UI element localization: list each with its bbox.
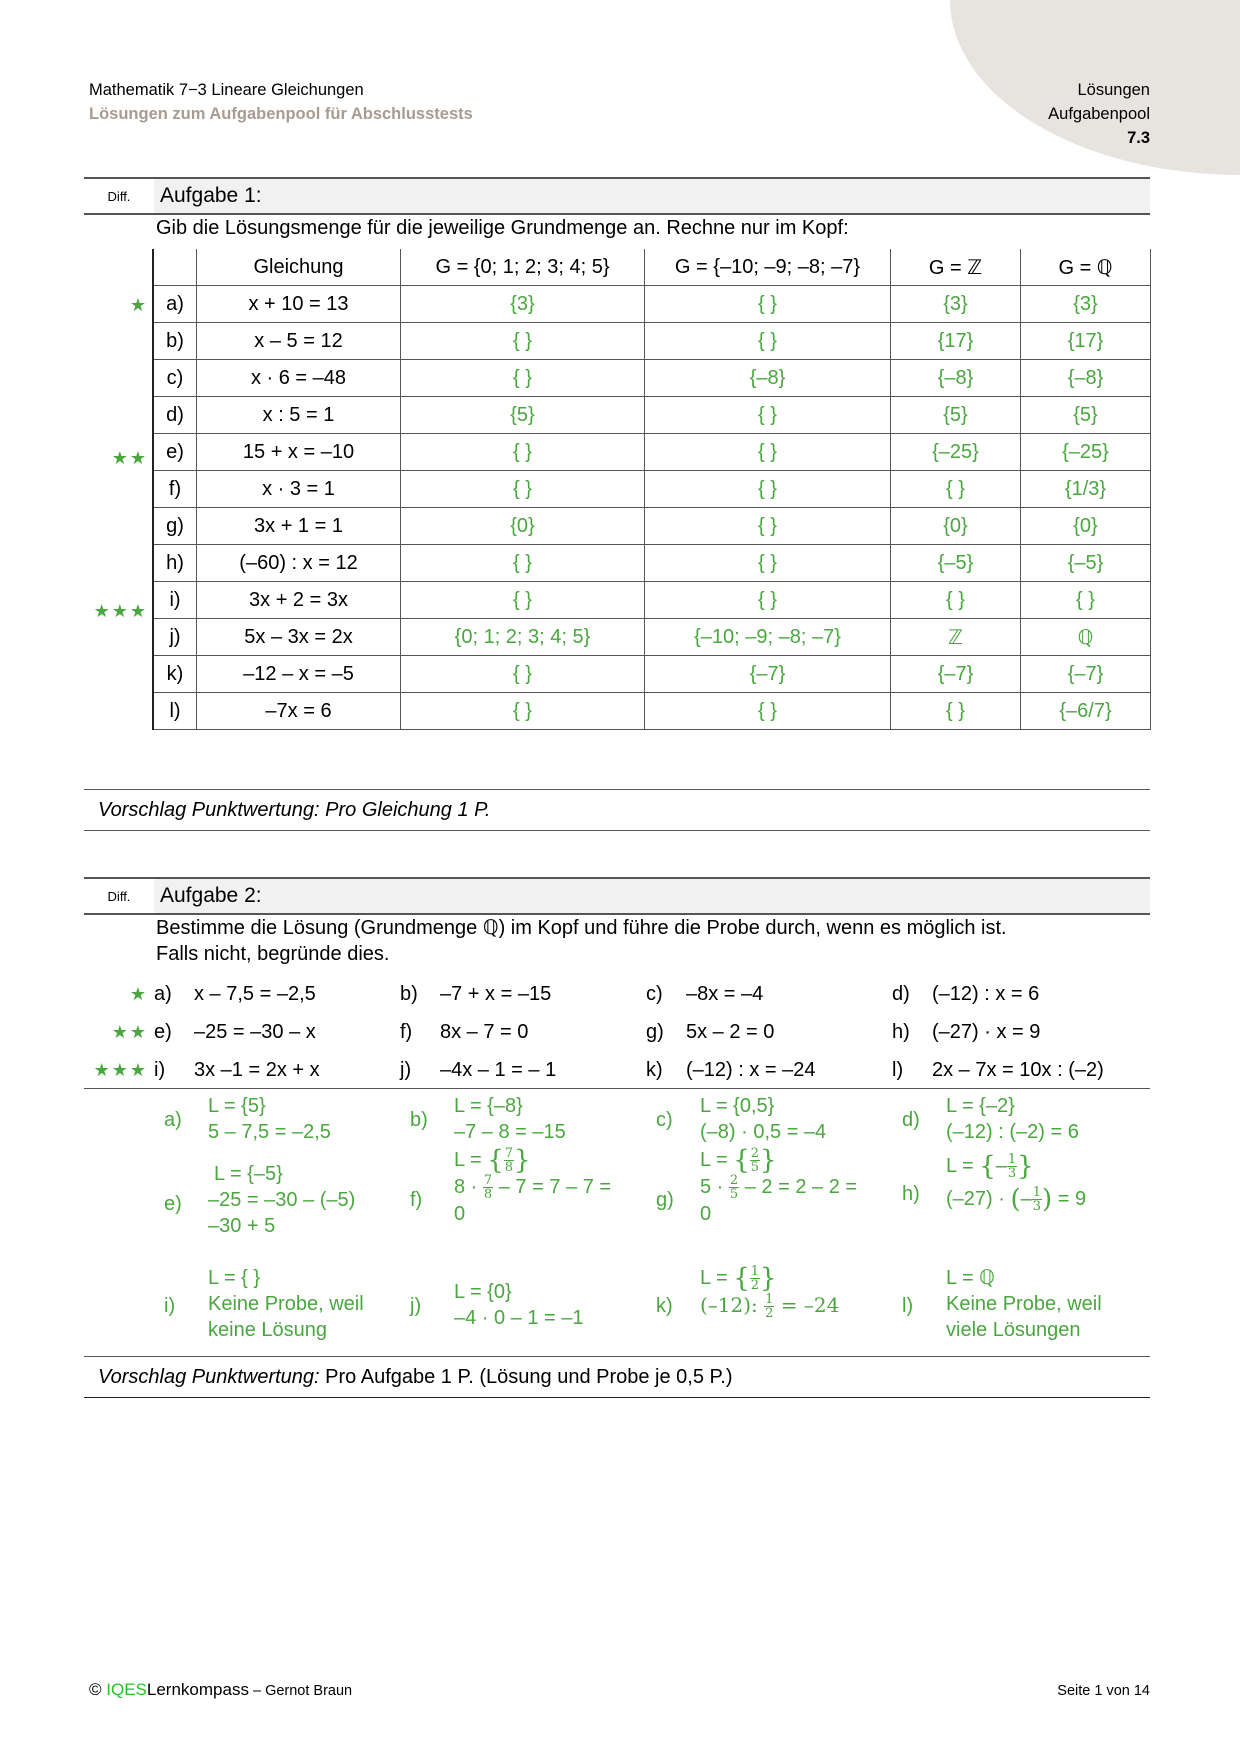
difficulty-stars-1: ★	[129, 295, 148, 315]
set-prefix: L =	[454, 1149, 488, 1171]
answer-cell: { }	[401, 360, 645, 397]
denominator: 3	[1032, 1199, 1042, 1215]
solution-check: (–8) · 0,5 = –4	[700, 1121, 827, 1143]
answer-cell: {–7}	[891, 656, 1021, 693]
equation-item	[646, 1059, 892, 1082]
equation: 5x – 3x = 2x	[197, 619, 401, 656]
table-row	[153, 360, 1151, 397]
table-row	[153, 619, 1151, 656]
solution-set: L = {–8}	[454, 1095, 523, 1117]
answer-cell: { }	[645, 545, 891, 582]
answer-cell: {5}	[891, 397, 1021, 434]
solution-check: –25 = –30 – (–5)	[208, 1189, 356, 1211]
row-label: l)	[153, 693, 197, 730]
answer-cell: {–7}	[645, 656, 891, 693]
denominator: 5	[729, 1187, 739, 1203]
fraction	[1032, 1186, 1042, 1213]
table-row	[153, 397, 1151, 434]
difficulty-stars: ★	[129, 983, 148, 1004]
solution-set: L = {–5}	[214, 1163, 283, 1185]
solution-e	[164, 1161, 404, 1251]
answer-cell: {–8}	[645, 360, 891, 397]
table-header-row	[153, 249, 1151, 286]
equation-item	[892, 1021, 1138, 1044]
check-part: 8 ·	[454, 1176, 483, 1199]
answer-cell: { }	[401, 434, 645, 471]
numerator: 1	[750, 1264, 760, 1280]
answer-cell: { }	[401, 656, 645, 693]
equation-item	[400, 1021, 646, 1044]
solution-label: l)	[902, 1295, 914, 1317]
item-label: f)	[400, 1020, 413, 1043]
solution-a	[164, 1093, 404, 1149]
solution-set: L = {0,5}	[700, 1095, 775, 1117]
row-label: g)	[153, 508, 197, 545]
instruction-line: Bestimme die Lösung (Grundmenge ℚ) im Kopf und führe die Probe durch, wenn es möglich ist.	[156, 917, 1007, 939]
item-equation: x – 7,5 = –2,5	[194, 982, 316, 1005]
equation-row	[84, 975, 1150, 1013]
task1-table	[152, 249, 1151, 730]
equation: 3x + 1 = 1	[197, 508, 401, 545]
numerator: 1	[765, 1292, 774, 1308]
answer-cell: { }	[645, 286, 891, 323]
answer-cell: ℚ	[1021, 619, 1151, 656]
row-label: c)	[153, 360, 197, 397]
solution-check: viele Lösungen	[946, 1319, 1081, 1341]
answer-cell: {3}	[891, 286, 1021, 323]
author: – Gernot Braun	[248, 1683, 353, 1699]
row-label: f)	[153, 471, 197, 508]
answer-cell: { }	[645, 693, 891, 730]
answer-cell: {–25}	[891, 434, 1021, 471]
solution-h	[902, 1153, 1142, 1243]
solution-label: j)	[410, 1295, 422, 1317]
document-title: Mathematik 7−3 Lineare Gleichungen	[89, 81, 364, 99]
solution-check: (–27) · (– $\frac{1}{3}$ ) = 9	[946, 1184, 1087, 1215]
solution-check: –7 – 8 = –15	[454, 1121, 566, 1143]
solution-label: e)	[164, 1193, 182, 1215]
column-header: G = {–10; –9; –8; –7}	[645, 249, 891, 286]
answer-cell: {0}	[1021, 508, 1151, 545]
copyright-icon: ©	[89, 1680, 102, 1699]
equation: 15 + x = –10	[197, 434, 401, 471]
column-header	[153, 249, 197, 286]
solution-check: keine Lösung	[208, 1319, 327, 1341]
numerator: 2	[750, 1146, 760, 1162]
item-label: c)	[646, 982, 663, 1005]
item-equation: (–12) : x = 6	[932, 982, 1040, 1005]
task2-equations	[84, 975, 1150, 1089]
table-row	[153, 656, 1151, 693]
fraction	[764, 1293, 774, 1320]
diff-label: Diff.	[107, 888, 131, 904]
header-number: 7.3	[1127, 129, 1150, 147]
solution-f	[410, 1147, 650, 1251]
solution-set: L = {–2}	[946, 1095, 1015, 1117]
denominator: 8	[504, 1160, 514, 1176]
answer-cell: {–7}	[1021, 656, 1151, 693]
equation-row	[84, 1013, 1150, 1051]
solution-set: L = { $\frac{2}{5}$ }	[700, 1145, 777, 1176]
equation-item	[400, 983, 646, 1006]
item-label: j)	[400, 1058, 412, 1081]
item-equation: –7 + x = –15	[440, 982, 552, 1005]
answer-cell: { }	[645, 397, 891, 434]
table-row	[153, 323, 1151, 360]
row-label: d)	[153, 397, 197, 434]
solution-g	[656, 1147, 896, 1251]
document-header	[89, 78, 473, 126]
solution-set: L = {0}	[454, 1281, 512, 1303]
item-label: i)	[154, 1058, 166, 1081]
brand-name: Lernkompass	[146, 1680, 249, 1699]
page-number: Seite 1 von 14	[1057, 1683, 1150, 1699]
solution-set: L = { }	[208, 1267, 261, 1289]
item-label: e)	[154, 1020, 172, 1043]
item-label: b)	[400, 982, 418, 1005]
table-row	[153, 508, 1151, 545]
item-label: a)	[154, 982, 172, 1005]
answer-cell: {5}	[401, 397, 645, 434]
answer-cell: {0}	[891, 508, 1021, 545]
solution-set: L = ℚ	[946, 1267, 995, 1289]
equation-item	[646, 983, 892, 1006]
item-label: k)	[646, 1058, 663, 1081]
task1-instruction: Gib die Lösungsmenge für die jeweilige Grundmenge an. Rechne nur im Kopf:	[156, 217, 849, 239]
solution-label: d)	[902, 1109, 920, 1131]
answer-cell: { }	[645, 582, 891, 619]
task2-instruction	[156, 915, 1007, 967]
check-part: – 7 = 7 – 7 =	[493, 1176, 612, 1199]
solution-check: 0	[700, 1203, 712, 1226]
equation-item	[400, 1059, 646, 1082]
fraction	[504, 1147, 514, 1174]
fraction	[750, 1147, 760, 1174]
check-part: (–12):	[700, 1293, 765, 1318]
table-row	[153, 434, 1151, 471]
row-label: h)	[153, 545, 197, 582]
solution-label: h)	[902, 1183, 920, 1205]
solution-check	[700, 1292, 839, 1320]
footer-brand	[89, 1680, 352, 1700]
equation: x : 5 = 1	[197, 397, 401, 434]
check-part: = 9	[1052, 1188, 1087, 1211]
difficulty-stars: ★★★	[93, 1059, 148, 1080]
check-part: 5 ·	[700, 1176, 729, 1199]
equation: x · 6 = –48	[197, 360, 401, 397]
solution-j	[410, 1279, 650, 1335]
equation: x – 5 = 12	[197, 323, 401, 360]
solution-check: 5 – 7,5 = –2,5	[208, 1121, 331, 1143]
numerator: 7	[504, 1146, 514, 1162]
sign: –	[995, 1155, 1007, 1177]
column-header: G = {0; 1; 2; 3; 4; 5}	[401, 249, 645, 286]
difficulty-stars: ★★	[111, 1021, 148, 1042]
item-label: l)	[892, 1058, 904, 1081]
header-right-line1: Lösungen	[1077, 81, 1150, 99]
equation: 3x + 2 = 3x	[197, 582, 401, 619]
instruction-line: Falls nicht, begründe dies.	[156, 943, 390, 965]
solution-d	[902, 1093, 1142, 1149]
answer-cell: { }	[401, 471, 645, 508]
check-part: – 2 = 2 – 2 =	[739, 1176, 858, 1199]
table-row	[153, 286, 1151, 323]
numerator: 7	[483, 1173, 493, 1189]
check-part: = –24	[774, 1293, 840, 1318]
answer-cell: { }	[891, 693, 1021, 730]
solution-label: k)	[656, 1295, 673, 1317]
equation-item	[892, 983, 1138, 1006]
header-right-line2: Aufgabenpool	[1048, 105, 1150, 123]
scoring-text: Vorschlag Punktwertung: Pro Gleichung 1 P.	[98, 798, 491, 821]
set-prefix: L =	[700, 1267, 734, 1289]
answer-cell: { }	[401, 582, 645, 619]
answer-cell: {–8}	[1021, 360, 1151, 397]
table-row	[153, 582, 1151, 619]
set-prefix: L =	[700, 1149, 734, 1171]
answer-cell: { }	[645, 508, 891, 545]
solution-check: Keine Probe, weil	[208, 1293, 364, 1315]
item-equation: (–27) · x = 9	[932, 1020, 1041, 1043]
brand-iqes: IQES	[106, 1680, 147, 1699]
document-subtitle: Lösungen zum Aufgabenpool für Abschlusstests	[89, 105, 473, 123]
answer-cell: {–10; –9; –8; –7}	[645, 619, 891, 656]
column-header: G = ℤ	[891, 249, 1021, 286]
task2-title: Aufgabe 2:	[154, 879, 1150, 913]
answer-cell: { }	[645, 434, 891, 471]
answer-cell: { }	[891, 582, 1021, 619]
solution-l	[902, 1265, 1142, 1345]
solution-k	[656, 1265, 896, 1345]
item-label: d)	[892, 982, 910, 1005]
answer-cell: {3}	[1021, 286, 1151, 323]
solution-check	[454, 1174, 611, 1201]
numerator: 1	[1007, 1152, 1017, 1168]
difficulty-stars-3: ★★★	[93, 601, 148, 621]
denominator: 2	[765, 1306, 774, 1322]
solution-check: –4 · 0 – 1 = –1	[454, 1307, 584, 1329]
row-label: j)	[153, 619, 197, 656]
answer-cell: {0; 1; 2; 3; 4; 5}	[401, 619, 645, 656]
answer-cell: {–6/7}	[1021, 693, 1151, 730]
solution-label: b)	[410, 1109, 428, 1131]
solution-check: Keine Probe, weil	[946, 1293, 1102, 1315]
document-header-right	[1048, 78, 1150, 150]
solution-label: f)	[410, 1189, 423, 1211]
solution-check: 0	[454, 1203, 466, 1226]
answer-cell: {–5}	[891, 545, 1021, 582]
answer-cell: {5}	[1021, 397, 1151, 434]
row-label: b)	[153, 323, 197, 360]
answer-cell: {0}	[401, 508, 645, 545]
answer-cell: {1/3}	[1021, 471, 1151, 508]
solution-c	[656, 1093, 896, 1149]
table-row	[153, 693, 1151, 730]
answer-cell: {17}	[1021, 323, 1151, 360]
item-label: g)	[646, 1020, 664, 1043]
set-prefix: L =	[946, 1155, 980, 1177]
answer-cell: { }	[401, 693, 645, 730]
equation: x + 10 = 13	[197, 286, 401, 323]
item-equation: 3x –1 = 2x + x	[194, 1058, 320, 1081]
row-label: i)	[153, 582, 197, 619]
answer-cell: {3}	[401, 286, 645, 323]
solution-label: a)	[164, 1109, 182, 1131]
equation: –7x = 6	[197, 693, 401, 730]
numerator: 1	[1032, 1185, 1042, 1201]
task1-title: Aufgabe 1:	[154, 179, 1150, 213]
item-label: h)	[892, 1020, 910, 1043]
item-equation: 5x – 2 = 0	[686, 1020, 775, 1043]
item-equation: 8x – 7 = 0	[440, 1020, 529, 1043]
sign: –	[1020, 1188, 1032, 1211]
answer-cell: { }	[645, 471, 891, 508]
answer-cell: ℤ	[891, 619, 1021, 656]
check-part: (–27) ·	[946, 1188, 1011, 1211]
equation-item	[154, 1021, 400, 1044]
solution-i	[164, 1265, 404, 1345]
denominator: 2	[750, 1278, 760, 1294]
scoring-text: Pro Aufgabe 1 P. (Lösung und Probe je 0,5 P.)	[319, 1365, 733, 1388]
fraction	[729, 1174, 739, 1201]
item-equation: –8x = –4	[686, 982, 764, 1005]
answer-cell: { }	[645, 323, 891, 360]
solution-label: c)	[656, 1109, 673, 1131]
solution-set: L = {5}	[208, 1095, 266, 1117]
solution-b	[410, 1093, 650, 1149]
denominator: 5	[750, 1160, 760, 1176]
equation-row	[84, 1051, 1150, 1089]
row-label: e)	[153, 434, 197, 471]
row-label: k)	[153, 656, 197, 693]
numerator: 2	[729, 1173, 739, 1189]
table-row	[153, 545, 1151, 582]
task1-header	[84, 177, 1150, 215]
equation-item	[154, 983, 400, 1006]
task2-scoring	[84, 1356, 1150, 1398]
solution-check	[700, 1174, 857, 1201]
solution-label: g)	[656, 1189, 674, 1211]
fraction	[483, 1174, 493, 1201]
solution-set: L = { $\frac{1}{2}$ }	[700, 1263, 777, 1294]
task2-solutions	[84, 1088, 1150, 1357]
difficulty-stars-2: ★★	[111, 448, 148, 468]
answer-cell: {–5}	[1021, 545, 1151, 582]
item-equation: –25 = –30 – x	[194, 1020, 316, 1043]
solution-set: L = {– $\frac{1}{3}$ }	[946, 1151, 1034, 1182]
solution-check: (–12) : (–2) = 6	[946, 1121, 1079, 1143]
fraction	[1007, 1153, 1017, 1180]
item-equation: 2x – 7x = 10x : (–2)	[932, 1058, 1104, 1081]
answer-cell: {–25}	[1021, 434, 1151, 471]
denominator: 3	[1007, 1166, 1017, 1182]
equation: –12 – x = –5	[197, 656, 401, 693]
equation-item	[892, 1059, 1138, 1082]
task2-header	[84, 877, 1150, 915]
column-header: Gleichung	[197, 249, 401, 286]
row-label: a)	[153, 286, 197, 323]
answer-cell: {–8}	[891, 360, 1021, 397]
scoring-label: Vorschlag Punktwertung:	[98, 1365, 320, 1388]
answer-cell: { }	[891, 471, 1021, 508]
fraction	[750, 1265, 760, 1292]
solution-check: –30 + 5	[208, 1215, 276, 1237]
solution-label: i)	[164, 1295, 176, 1317]
equation: (–60) : x = 12	[197, 545, 401, 582]
answer-cell: { }	[1021, 582, 1151, 619]
answer-cell: { }	[401, 545, 645, 582]
answer-cell: {17}	[891, 323, 1021, 360]
denominator: 8	[483, 1187, 493, 1203]
equation: x · 3 = 1	[197, 471, 401, 508]
equation-item	[154, 1059, 400, 1082]
solution-set: L = { $\frac{7}{8}$ }	[454, 1145, 531, 1176]
item-equation: –4x – 1 = – 1	[440, 1058, 557, 1081]
column-header: G = ℚ	[1021, 249, 1151, 286]
task1-scoring	[84, 789, 1150, 831]
item-equation: (–12) : x = –24	[686, 1058, 816, 1081]
equation-item	[646, 1021, 892, 1044]
diff-label: Diff.	[107, 188, 131, 204]
table-row	[153, 471, 1151, 508]
answer-cell: { }	[401, 323, 645, 360]
